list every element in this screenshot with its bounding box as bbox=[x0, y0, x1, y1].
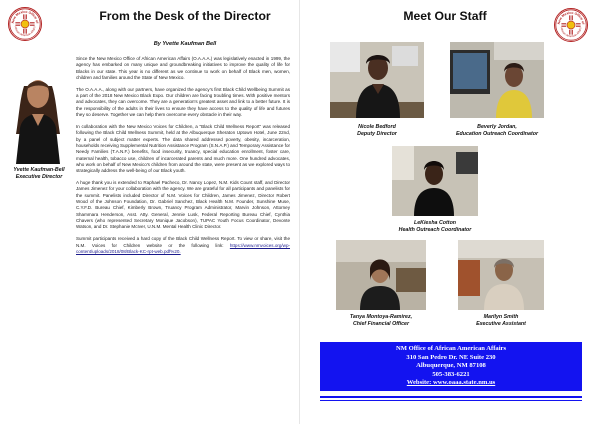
director-name: Yvette Kaufman-Bell bbox=[13, 167, 65, 173]
staff-title: Health Outreach Coordinator bbox=[398, 227, 472, 233]
staff-photo-nicole-bedford bbox=[330, 42, 424, 118]
staff-photo-beverly-jordan bbox=[450, 42, 544, 118]
staff-name: Beverly Jordan, bbox=[477, 124, 517, 130]
contact-website[interactable]: Website: www.oaaa.state.nm.us bbox=[406, 379, 496, 387]
staff-photo-tanya-montoya-ramirez bbox=[336, 240, 426, 310]
article-paragraph: The O.A.A.A., along with our partners, have organized the agency's first Black Child Wellbeing Summit as a part of the 2018 New Mexico Black Expo. Our children are facing troubling times. With positive mentors and advocates, they can overcome. They are a generation's greatest asset and link to a better future. It is the responsibility of the adults in their lives to ensure they have access to the quality of life and futures they so deserve. Together we can help them overcome every obstacle in their way. bbox=[76, 86, 290, 118]
contact-street: 310 San Pedro Dr. NE Suite 230 bbox=[406, 353, 496, 361]
byline: By Yvette Kaufman Bell bbox=[153, 41, 217, 47]
director-headline: From the Desk of the Director bbox=[99, 9, 271, 23]
staff-headline: Meet Our Staff bbox=[403, 9, 487, 23]
director-caption bbox=[2, 167, 76, 181]
staff-title: Education Outreach Coordinator bbox=[455, 131, 539, 137]
right-page bbox=[300, 0, 600, 424]
staff-name: Nicole Bedford bbox=[358, 124, 396, 130]
contact-phone: 505-383-6221 bbox=[432, 370, 470, 378]
staff-name: Marilyn Smith bbox=[483, 314, 519, 320]
director-title: Executive Director bbox=[15, 174, 63, 180]
contact-org: NM Office of African American Affairs bbox=[395, 345, 507, 352]
agency-seal-logo bbox=[8, 7, 42, 41]
staff-caption bbox=[324, 314, 438, 328]
staff-photo-marilyn-smith bbox=[458, 240, 544, 310]
contact-city: Albuquerque, NM 87108 bbox=[416, 362, 486, 370]
article-paragraph: Since the New Mexico Office of African American Affairs (O.A.A.A.) was legislatively enacted in 1999, the agency has embarked on many unique and groundbreaking initiatives to improve the quality of life for Blacks in our state. This year is no different as we continue to work on behalf of Black men, women, children and families around the State of New Mexico. bbox=[76, 56, 290, 81]
contact-divider bbox=[320, 396, 582, 398]
staff-photo-lekiesha-cotton bbox=[392, 146, 478, 216]
svg-text:New Mexico Office of: New Mexico Office of bbox=[556, 10, 586, 25]
article-paragraph: A huge thank you is extended to Raphael Pacheco, Dr. Nancy Lopez, N.M. Kids Count staff, and Director James Jimenez for your collaboration with the agency. We are grateful for all participants and panelists for the summit. Panelists included Director of N.M. Voices for Children, James Jimenez, Director Robert Wood of the Johnson Foundation, Dr. Gabriel Sanchez, Black Health N.M. Founder, Sunshine Muse, C.Y.F.D. Bureau Chief, Kimberly Brown, Truancy Program Administrator, Marvin Johnson, Attorney Shammara Henderson, Asst. Atty. General, Jennie Lusk, Federal Reporting Bureau Chief, Cynthia Chavers (who represented Secretary Monique Jacobson), TUPAC Youth Focus Coordinator, Devonte Watson, and Dr. Stephanie McIver, U.N.M. Mental Health Clinic Director. bbox=[76, 180, 290, 230]
article-paragraph: In collaboration with the New Mexico Voices for Children, a "Black Child Wellness Report" was released following the Black Child Wellness Summit, held at the Albuquerque Sheraton Uptown Hotel, June 22nd, by a panel of subject matter experts. The data shared addressed poverty, obesity, incarceration, households receiving Supplemental Nutrition Assistance Program (S.N.A.P.) and Temporary Assistance for Needy Families (T.A.N.F.) benefits, food insecurity, truancy, special education enrollment, foster care, maternal health, tobacco use, children of incarcerated parents and much more. One hundred advocates, who work on behalf of New Mexico's children from around the state, were present as we explored ways to strategically address the well-being of our Black youth. bbox=[76, 123, 290, 174]
closing-text: Summit participants received a hard copy of the Black Child Wellness Report. To view or share, visit the N.M. Voices for Children website or the following link: bbox=[76, 236, 290, 248]
report-link[interactable]: https://www.nmvoices.org/wp-content/uploads/2018/08/Black-KC-rpt-web.pdf%20. bbox=[76, 242, 290, 254]
staff-title: Deputy Director bbox=[357, 131, 397, 137]
staff-title: Chief Financial Officer bbox=[352, 321, 410, 327]
contact-divider bbox=[320, 400, 582, 401]
staff-caption bbox=[450, 314, 552, 328]
director-photo bbox=[6, 64, 70, 164]
staff-title: Executive Assistant bbox=[476, 321, 526, 327]
svg-text:New Mexico Office of: New Mexico Office of bbox=[10, 9, 40, 24]
staff-caption bbox=[440, 124, 554, 138]
contact-info-box bbox=[320, 342, 582, 391]
agency-seal-logo bbox=[554, 8, 588, 42]
article-closing bbox=[76, 236, 290, 255]
staff-caption bbox=[380, 220, 490, 234]
staff-name: LeKiesha Cotton bbox=[413, 220, 457, 226]
director-article bbox=[76, 56, 290, 261]
staff-caption bbox=[330, 124, 424, 138]
staff-name: Tanya Montoya-Ramirez, bbox=[349, 314, 413, 320]
svg-text:African American Affairs: African American Affairs bbox=[559, 26, 583, 39]
svg-text:African American Affairs: African American Affairs bbox=[13, 25, 37, 38]
